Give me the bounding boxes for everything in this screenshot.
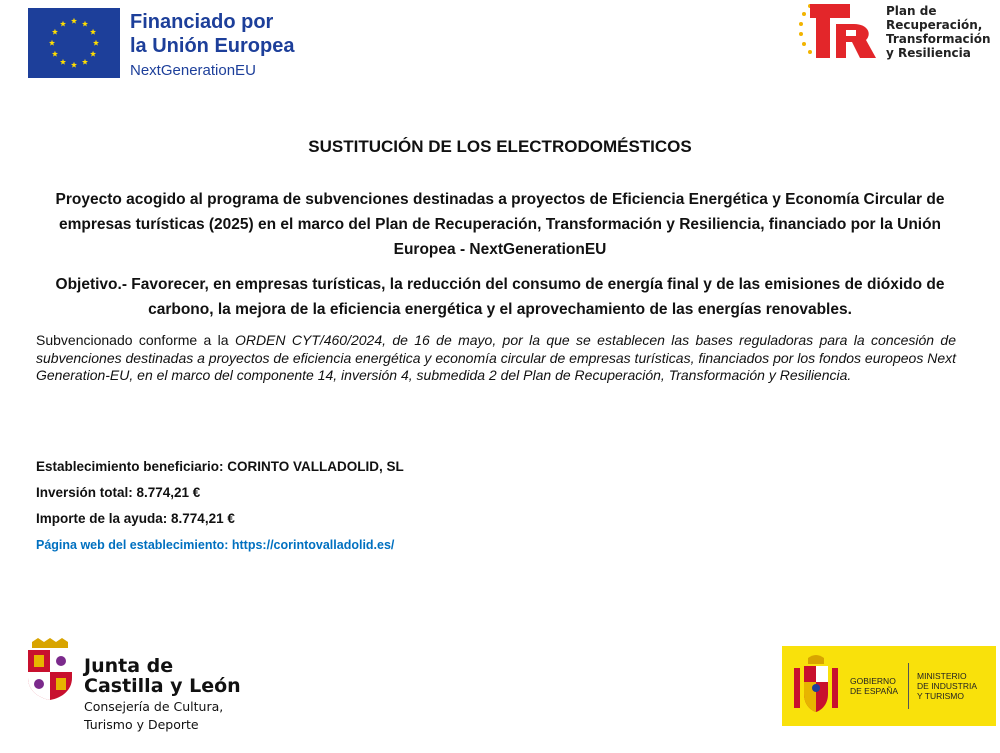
ministerio-text: [917, 671, 977, 701]
spain-coat-of-arms-icon: [792, 654, 840, 718]
prtr-line4: y Resiliencia: [886, 46, 971, 60]
junta-dept-line2: Turismo y Deporte: [84, 717, 199, 732]
eu-flag-icon: [28, 8, 120, 78]
gobierno-divider: [908, 663, 909, 709]
eu-logo-line2: la Unión Europea: [130, 35, 295, 57]
eu-funding-logo: [28, 8, 294, 82]
junta-castilla-leon-logo: [26, 638, 241, 732]
subsidy-order-reference: ORDEN CYT/460/2024, de 16 de mayo, por la que se establecen las bases reguladoras para la concesión de subvenciones destinadas a proyectos de eficiencia energética y economía circular de empresas turísticas, financiados por los fondos europeos Next Generation-EU, en el marco del componente 14, inversión 4, submedida 2 del Plan de Recuperación, Transformación y Resiliencia.: [36, 332, 957, 383]
eu-logo-line1: Financiado por: [130, 11, 274, 33]
prtr-logo: [796, 0, 991, 62]
website-info[interactable]: Página web del establecimiento: https://corintovalladolid.es/: [36, 538, 395, 552]
ministerio-line2: DE INDUSTRIA: [917, 681, 978, 691]
junta-logo-text: [84, 656, 241, 732]
subsidy-prefix: Subvencionado conforme a la: [36, 332, 235, 348]
eu-logo-text: [130, 10, 294, 82]
castilla-leon-shield-icon: [26, 638, 74, 700]
eu-logo-line3: NextGenerationEU: [130, 62, 256, 79]
beneficiary-info: Establecimiento beneficiario: CORINTO VALLADOLID, SL: [36, 459, 404, 474]
document-title: SUSTITUCIÓN DE LOS ELECTRODOMÉSTICOS: [308, 137, 692, 156]
junta-name-line2: Castilla y León: [84, 675, 241, 697]
gobierno-line1: GOBIERNO: [850, 676, 896, 686]
subsidy-text: [36, 332, 956, 385]
junta-dept-line1: Consejería de Cultura,: [84, 699, 224, 714]
project-description: Proyecto acogido al programa de subvenciones destinadas a proyectos de Eficiencia Energética y Economía Circular de empresas turísticas (2025) en el marco del Plan de Recuperación, Transformación y Resiliencia, financiado por la Unión Europea - NextGenerationEU: [55, 191, 945, 258]
ministerio-line1: MINISTERIO: [917, 671, 967, 681]
prtr-logo-icon: [796, 0, 878, 62]
gobierno-espana-logo: [782, 646, 996, 726]
objective-text: Objetivo.- Favorecer, en empresas turísticas, la reducción del consumo de energía final y de las emisiones de dióxido de carbono, la mejora de la eficiencia energética y el aprovechamiento de las energías renovables.: [55, 276, 945, 318]
ministerio-line3: Y TURISMO: [917, 691, 964, 701]
total-investment-info: Inversión total: 8.774,21 €: [36, 485, 201, 500]
junta-name-line1: Junta de: [84, 655, 174, 677]
aid-amount-info: Importe de la ayuda: 8.774,21 €: [36, 511, 235, 526]
prtr-line2: Recuperación,: [886, 18, 983, 32]
prtr-line3: Transformación: [886, 32, 991, 46]
gobierno-text: [850, 676, 898, 696]
gobierno-line2: DE ESPAÑA: [850, 686, 899, 696]
prtr-line1: Plan de: [886, 4, 937, 18]
prtr-logo-text: [886, 4, 991, 60]
